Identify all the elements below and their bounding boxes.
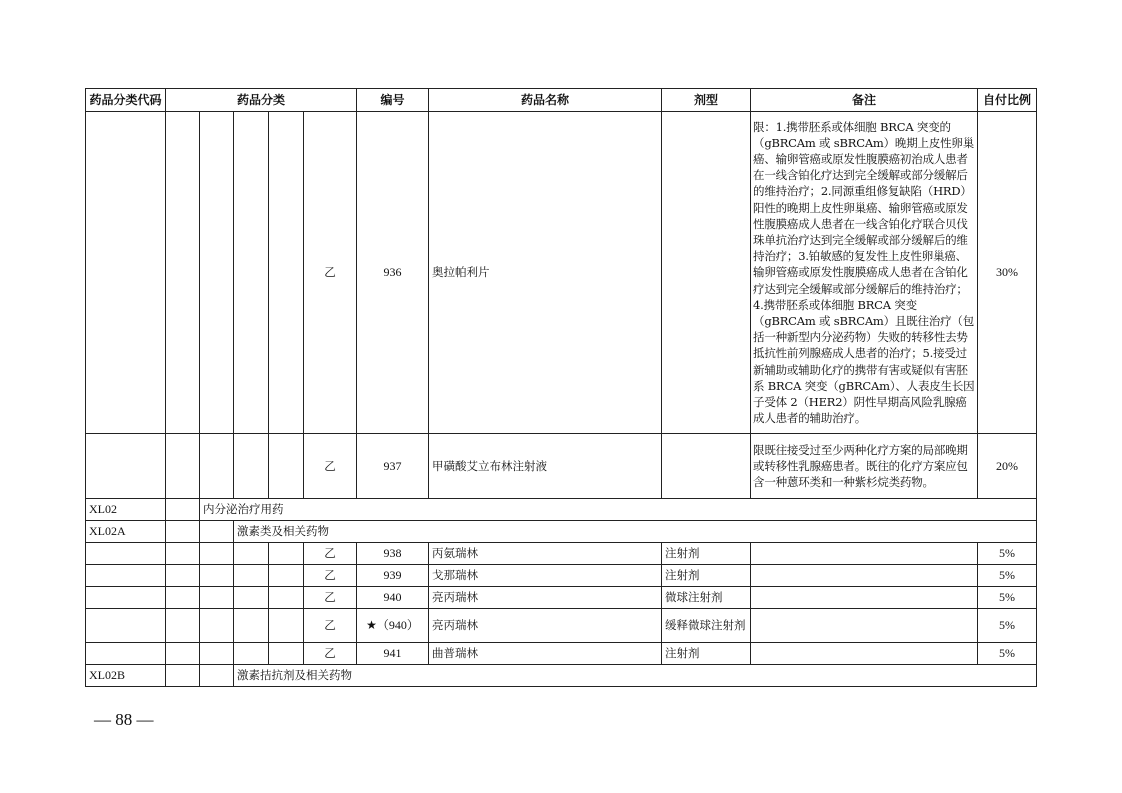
category-label-cell: 内分泌治疗用药 bbox=[200, 499, 1037, 521]
remark-cell: 限既往接受过至少两种化疗方案的局部晚期或转移性乳腺癌患者。既往的化疗方案应包含一种蒽环类和一种紫杉烷类药物。 bbox=[751, 434, 978, 499]
table-row bbox=[86, 112, 1037, 434]
header-ratio: 自付比例 bbox=[978, 89, 1037, 112]
form-cell: 注射剂 bbox=[662, 643, 751, 665]
number-cell: 940 bbox=[357, 587, 429, 609]
ratio-cell: 20% bbox=[978, 434, 1037, 499]
header-category: 药品分类 bbox=[166, 89, 357, 112]
category-row bbox=[86, 499, 1037, 521]
number-cell: 936 bbox=[357, 112, 429, 434]
table-row bbox=[86, 565, 1037, 587]
grade-cell: 乙 bbox=[304, 543, 357, 565]
category-row bbox=[86, 521, 1037, 543]
drug-name-cell: 奥拉帕利片 bbox=[429, 112, 662, 434]
table-row bbox=[86, 587, 1037, 609]
table-row bbox=[86, 434, 1037, 499]
header-row bbox=[86, 89, 1037, 112]
category-label-cell: 激素拮抗剂及相关药物 bbox=[234, 665, 1037, 687]
remark-cell bbox=[751, 587, 978, 609]
header-code: 药品分类代码 bbox=[86, 89, 166, 112]
grade-cell: 乙 bbox=[304, 565, 357, 587]
grade-cell: 乙 bbox=[304, 112, 357, 434]
number-cell: 939 bbox=[357, 565, 429, 587]
drug-name-cell: 丙氨瑞林 bbox=[429, 543, 662, 565]
number-cell: 937 bbox=[357, 434, 429, 499]
ratio-cell: 5% bbox=[978, 543, 1037, 565]
page-number: — 88 — bbox=[94, 710, 154, 729]
grade-cell: 乙 bbox=[304, 643, 357, 665]
category-code-cell: XL02 bbox=[86, 499, 166, 521]
number-cell: ★（940） bbox=[357, 609, 429, 643]
header-name: 药品名称 bbox=[429, 89, 662, 112]
ratio-cell: 5% bbox=[978, 587, 1037, 609]
form-cell: 缓释微球注射剂 bbox=[662, 609, 751, 643]
table-row bbox=[86, 643, 1037, 665]
drug-name-cell: 亮丙瑞林 bbox=[429, 587, 662, 609]
table-row bbox=[86, 543, 1037, 565]
ratio-cell: 5% bbox=[978, 609, 1037, 643]
grade-cell: 乙 bbox=[304, 609, 357, 643]
header-form: 剂型 bbox=[662, 89, 751, 112]
remark-cell bbox=[751, 543, 978, 565]
category-code-cell: XL02A bbox=[86, 521, 166, 543]
remark-cell bbox=[751, 643, 978, 665]
form-cell bbox=[662, 112, 751, 434]
number-cell: 938 bbox=[357, 543, 429, 565]
remark-cell bbox=[751, 609, 978, 643]
header-number: 编号 bbox=[357, 89, 429, 112]
drug-name-cell: 甲磺酸艾立布林注射液 bbox=[429, 434, 662, 499]
drug-name-cell: 曲普瑞林 bbox=[429, 643, 662, 665]
form-cell: 注射剂 bbox=[662, 565, 751, 587]
category-code-cell: XL02B bbox=[86, 665, 166, 687]
form-cell bbox=[662, 434, 751, 499]
ratio-cell: 5% bbox=[978, 643, 1037, 665]
header-remarks: 备注 bbox=[751, 89, 978, 112]
form-cell: 注射剂 bbox=[662, 543, 751, 565]
drug-name-cell: 戈那瑞林 bbox=[429, 565, 662, 587]
category-label-cell: 激素类及相关药物 bbox=[234, 521, 1037, 543]
remark-cell: 限：1.携带胚系或体细胞 BRCA 突变的（gBRCAm 或 sBRCAm）晚期上皮性卵巢癌、输卵管癌或原发性腹膜癌初治成人患者在一线含铂化疗达到完全缓解或部分缓解后的维持治疗；2.同源重组修复缺陷（HRD）阳性的晚期上皮性卵巢癌、输卵管癌或原发性腹膜癌成人患者在一线含铂化疗联合贝伐珠单抗治疗达到完全缓解或部分缓解后的维持治疗；3.铂敏感的复发性上皮性卵巢癌、输卵管癌或原发性腹膜癌成人患者在含铂化疗达到完全缓解或部分缓解后的维持治疗；4.携带胚系或体细胞 BRCA 突变（gBRCAm 或 sBRCAm）且既往治疗（包括一种新型内分泌药物）失败的转移性去势抵抗性前列腺癌成人患者的治疗；5.接受过新辅助或辅助化疗的携带有害或疑似有害胚系 BRCA 突变（gBRCAm）、人表皮生长因子受体 2（HER2）阴性早期高风险乳腺癌成人患者的辅助治疗。 bbox=[751, 112, 978, 434]
form-cell: 微球注射剂 bbox=[662, 587, 751, 609]
grade-cell: 乙 bbox=[304, 434, 357, 499]
grade-cell: 乙 bbox=[304, 587, 357, 609]
table-row bbox=[86, 609, 1037, 643]
drug-name-cell: 亮丙瑞林 bbox=[429, 609, 662, 643]
drug-catalog-table bbox=[85, 88, 1037, 687]
number-cell: 941 bbox=[357, 643, 429, 665]
category-row bbox=[86, 665, 1037, 687]
ratio-cell: 5% bbox=[978, 565, 1037, 587]
remark-cell bbox=[751, 565, 978, 587]
ratio-cell: 30% bbox=[978, 112, 1037, 434]
